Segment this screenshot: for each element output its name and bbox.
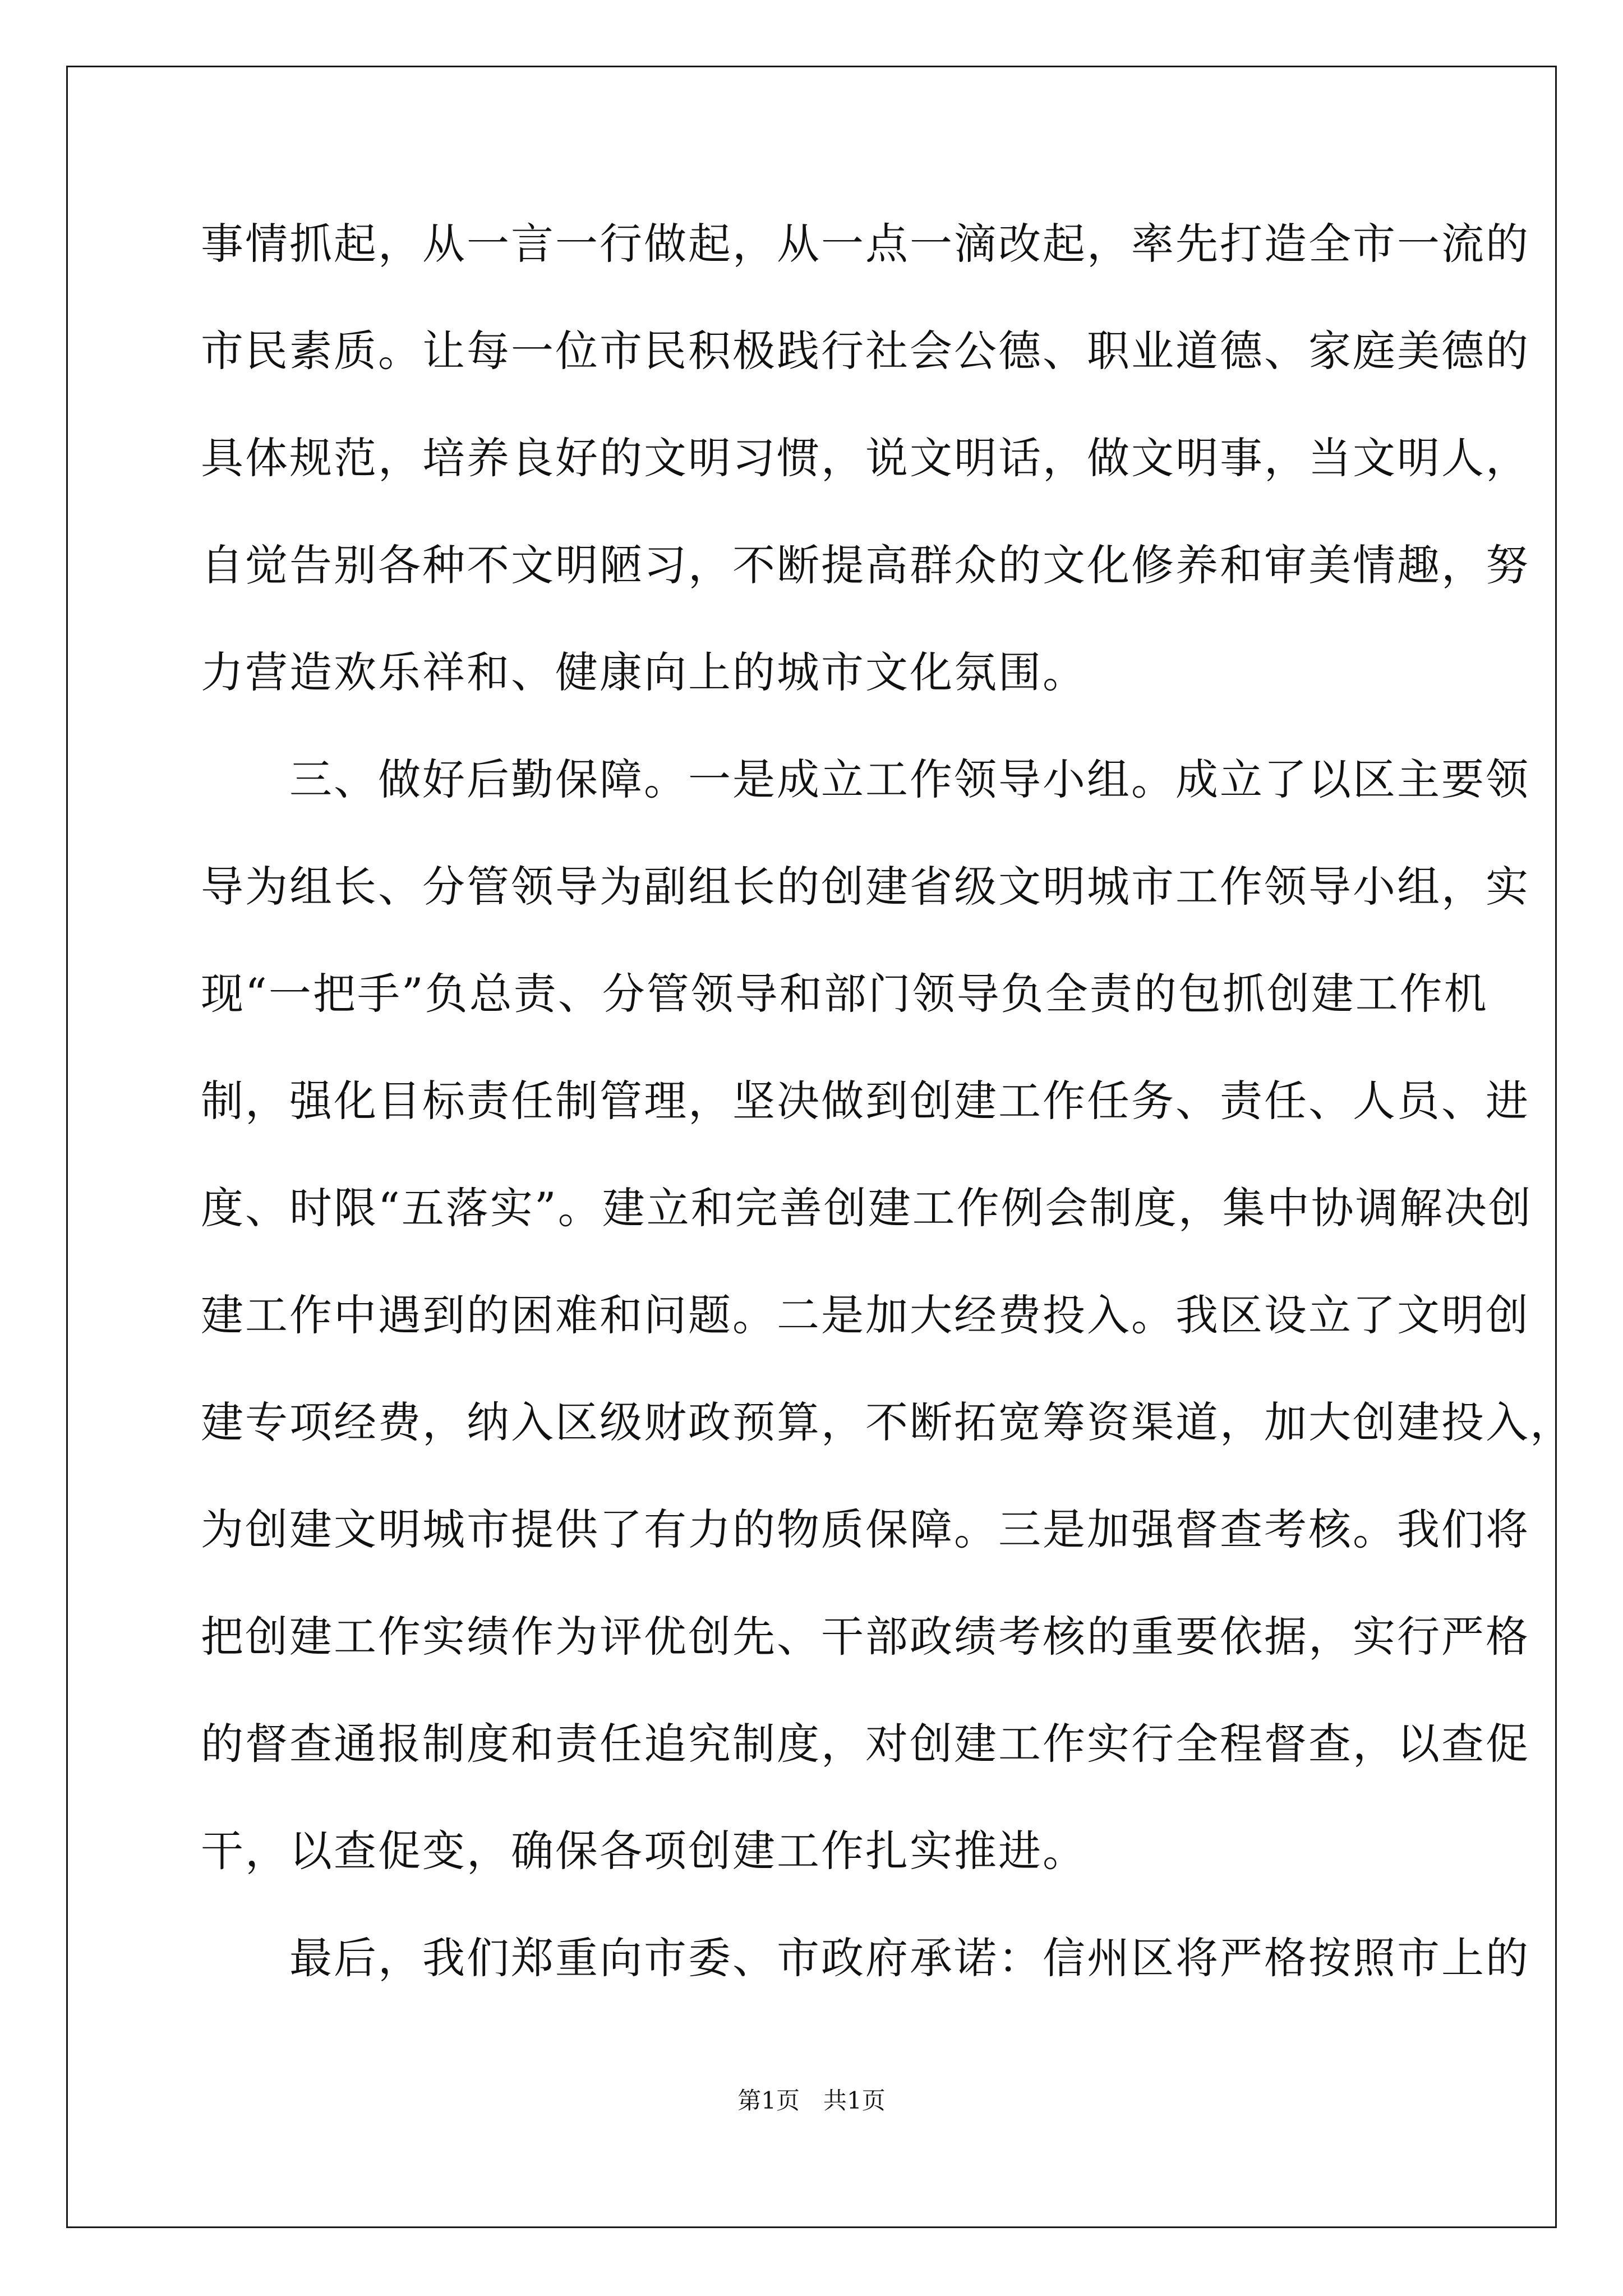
text-line: 市民素质。让每一位市民积极践行社会公德、职业道德、家庭美德的 — [201, 326, 1530, 376]
text-line: 力营造欢乐祥和、健康向上的城市文化氛围。 — [201, 647, 1087, 697]
text-line: 建专项经费，纳入区级财政预算，不断拓宽筹资渠道，加大创建投入， — [201, 1397, 1574, 1447]
text-line: 事情抓起，从一言一行做起，从一点一滴改起，率先打造全市一流的 — [201, 219, 1530, 269]
text-line: 建工作中遇到的困难和问题。二是加大经费投入。我区设立了文明创 — [201, 1290, 1530, 1340]
text-line: 干，以查促变，确保各项创建工作扎实推进。 — [201, 1826, 1087, 1876]
text-line: 导为组长、分管领导为副组长的创建省级文明城市工作领导小组，实 — [201, 862, 1530, 912]
text-line: 现“一把手”负总责、分管领导和部门领导负全责的包抓创建工作机 — [201, 969, 1488, 1019]
text-line: 制，强化目标责任制管理，坚决做到创建工作任务、责任、人员、进 — [201, 1076, 1530, 1126]
page-footer: 第1页 共1页 — [737, 2087, 886, 2114]
text-line: 度、时限“五落实”。建立和完善创建工作例会制度，集中协调解决创 — [201, 1183, 1533, 1233]
page-border — [66, 66, 1557, 2228]
text-line: 把创建工作实绩作为评优创先、干部政绩考核的重要依据，实行严格 — [201, 1612, 1530, 1662]
text-line: 为创建文明城市提供了有力的物质保障。三是加强督查考核。我们将 — [201, 1504, 1530, 1554]
paragraph-first-line: 三、做好后勤保障。一是成立工作领导小组。成立了以区主要领 — [201, 754, 1530, 804]
text-line: 具体规范，培养良好的文明习惯，说文明话，做文明事，当文明人， — [201, 433, 1530, 483]
paragraph-first-line: 最后，我们郑重向市委、市政府承诺：信州区将严格按照市上的 — [201, 1933, 1530, 1983]
text-line: 的督查通报制度和责任追究制度，对创建工作实行全程督查，以查促 — [201, 1719, 1530, 1769]
text-line: 自觉告别各种不文明陋习，不断提高群众的文化修养和审美情趣，努 — [201, 540, 1530, 590]
